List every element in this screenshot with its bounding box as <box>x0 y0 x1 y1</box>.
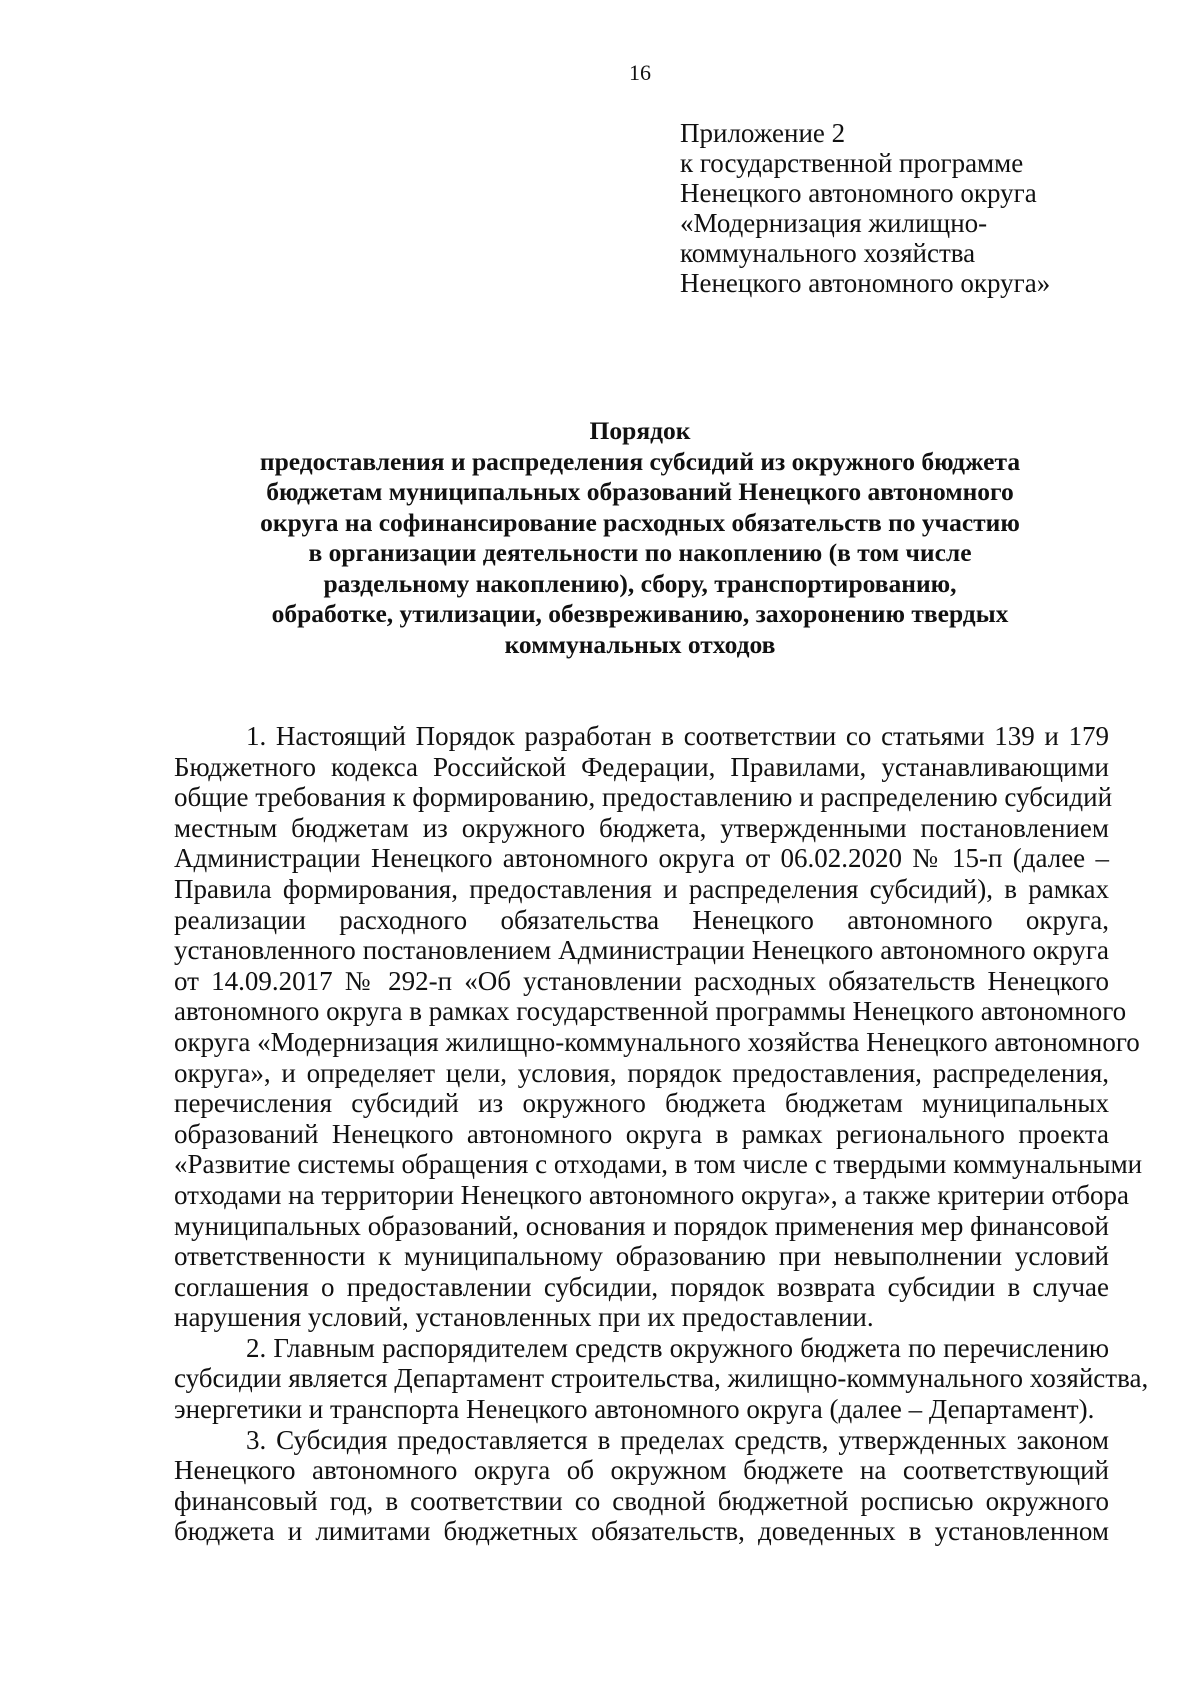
appendix-line: Ненецкого автономного округа» <box>680 268 1051 298</box>
paragraph-line: Бюджетного кодекса Российской Федерации, Правилами, устанавливающими <box>174 751 1109 782</box>
paragraph-2 <box>174 1332 1149 1425</box>
document-title <box>170 416 1110 660</box>
paragraph-line: от 14.09.2017 № 292-п «Об установлении расходных обязательств Ненецкого <box>174 965 1109 996</box>
appendix-line: Ненецкого автономного округа <box>680 178 1037 208</box>
page-number: 16 <box>629 60 651 85</box>
title-line: коммунальных отходов <box>504 629 776 659</box>
title-line: раздельному накоплению), сбору, транспортированию, <box>323 568 957 598</box>
appendix-line: к государственной программе <box>680 148 1024 178</box>
title-line: округа на софинансирование расходных обязательств по участию <box>260 507 1020 537</box>
paragraph-3 <box>174 1425 1109 1547</box>
appendix-header <box>680 118 1150 298</box>
title-line: бюджетам муниципальных образований Ненецкого автономного <box>266 477 1014 506</box>
paragraph-line: Администрации Ненецкого автономного округа от 06.02.2020 № 15-п (далее – <box>174 843 1109 874</box>
paragraph-line: муниципальных образований, основания и порядок применения мер финансовой <box>174 1210 1109 1241</box>
paragraph-line: 2. Главным распорядителем средств окружного бюджета по перечислению <box>246 1332 1109 1363</box>
title-heading: Порядок <box>589 416 691 445</box>
paragraph-line: соглашения о предоставлении субсидии, порядок возврата субсидии в случае <box>174 1271 1109 1302</box>
paragraph-line: энергетики и транспорта Ненецкого автономного округа (далее – Департамент). <box>174 1394 1095 1425</box>
paragraph-line: 1. Настоящий Порядок разработан в соответствии со статьями 139 и 179 <box>246 721 1109 751</box>
paragraph-line: ответственности к муниципальному образованию при невыполнении условий <box>174 1241 1109 1272</box>
title-line: обработке, утилизации, обезвреживанию, захоронению твердых <box>271 599 1009 628</box>
paragraph-line: 3. Субсидия предоставляется в пределах средств, утвержденных законом <box>246 1424 1109 1455</box>
paragraph-line: «Развитие системы обращения с отходами, в том числе с твердыми коммунальными <box>174 1149 1143 1180</box>
paragraph-line: образований Ненецкого автономного округа в рамках регионального проекта <box>174 1118 1109 1149</box>
paragraph-line: местным бюджетам из окружного бюджета, утвержденными постановлением <box>174 812 1109 843</box>
paragraph-line: перечисления субсидий из окружного бюджета бюджетам муниципальных <box>174 1088 1109 1119</box>
paragraph-line: финансовый год, в соответствии со сводной бюджетной росписью окружного <box>174 1485 1109 1516</box>
document-body <box>174 721 1149 1547</box>
paragraph-line: округа», и определяет цели, условия, порядок предоставления, распределения, <box>174 1057 1109 1088</box>
paragraph-line: отходами на территории Ненецкого автономного округа», а также критерии отбора <box>174 1179 1130 1210</box>
appendix-line: коммунального хозяйства <box>680 238 976 268</box>
paragraph-line: Ненецкого автономного округа об окружном бюджете на соответствующий <box>174 1455 1109 1486</box>
paragraph-line: нарушения условий, установленных при их предоставлении. <box>174 1302 874 1333</box>
paragraph-line: общие требования к формированию, предоставлению и распределению субсидий <box>174 782 1113 813</box>
appendix-line: «Модернизация жилищно- <box>680 208 988 238</box>
paragraph-line: установленного постановлением Администрации Ненецкого автономного округа <box>174 935 1109 966</box>
paragraph-line: субсидии является Департамент строительства, жилищно-коммунального хозяйства, <box>174 1363 1149 1394</box>
appendix-line: Приложение 2 <box>680 118 846 148</box>
title-line: предоставления и распределения субсидий из окружного бюджета <box>259 446 1021 476</box>
paragraph-1 <box>174 721 1143 1333</box>
paragraph-line: Правила формирования, предоставления и распределения субсидий), в рамках <box>174 873 1109 904</box>
paragraph-line: реализации расходного обязательства Ненецкого автономного округа, <box>174 904 1109 935</box>
paragraph-line: автономного округа в рамках государственной программы Ненецкого автономного <box>174 996 1127 1027</box>
title-line: в организации деятельности по накоплению (в том числе <box>308 538 972 567</box>
paragraph-line: бюджета и лимитами бюджетных обязательств, доведенных в установленном <box>174 1516 1109 1547</box>
paragraph-line: округа «Модернизация жилищно-коммунального хозяйства Ненецкого автономного <box>174 1026 1140 1057</box>
